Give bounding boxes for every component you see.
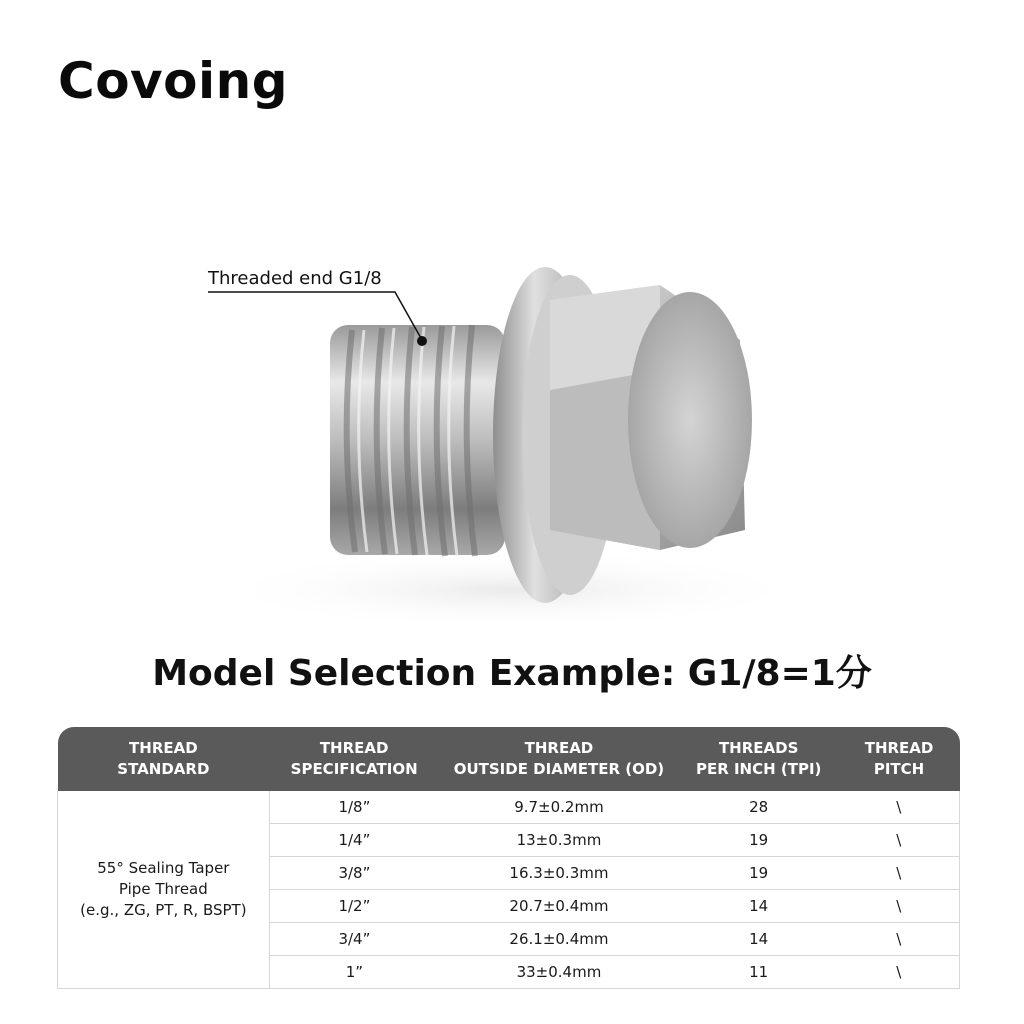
header-outside-diameter: THREAD OUTSIDE DIAMETER (OD) [439,727,679,791]
header-thread-pitch: THREAD PITCH [839,727,960,791]
header-threads-per-inch: THREADS PER INCH (TPI) [679,727,839,791]
spec-cell: 3/4” [269,923,439,956]
thread-spec-table [57,727,960,989]
spec-cell: 1/2” [269,890,439,923]
pitch-cell: \ [839,824,960,857]
tpi-cell: 14 [679,923,839,956]
spec-cell: 3/8” [269,857,439,890]
pitch-cell: \ [839,956,960,989]
pitch-cell: \ [839,857,960,890]
od-cell: 16.3±0.3mm [439,857,679,890]
tpi-cell: 28 [679,791,839,824]
od-cell: 13±0.3mm [439,824,679,857]
spec-cell: 1/4” [269,824,439,857]
table-header-row [58,727,960,791]
pitch-cell: \ [839,890,960,923]
header-thread-specification: THREAD SPECIFICATION [269,727,439,791]
tpi-cell: 11 [679,956,839,989]
tpi-cell: 19 [679,857,839,890]
header-thread-standard: THREAD STANDARD [58,727,270,791]
table-row [58,791,960,824]
tpi-cell: 14 [679,890,839,923]
threaded-end-callout: Threaded end G1/8 [208,268,382,289]
model-selection-headline: Model Selection Example: G1/8=1分 [152,653,872,694]
od-cell: 20.7±0.4mm [439,890,679,923]
hex-plug-image [190,230,830,630]
tpi-cell: 19 [679,824,839,857]
thread-standard-cell: 55° Sealing Taper Pipe Thread (e.g., ZG, PT, R, BSPT) [58,791,270,989]
spec-cell: 1/8” [269,791,439,824]
pitch-cell: \ [839,791,960,824]
od-cell: 33±0.4mm [439,956,679,989]
od-cell: 9.7±0.2mm [439,791,679,824]
pitch-cell: \ [839,923,960,956]
od-cell: 26.1±0.4mm [439,923,679,956]
brand-logo-text: Covoing [58,52,289,110]
spec-cell: 1” [269,956,439,989]
